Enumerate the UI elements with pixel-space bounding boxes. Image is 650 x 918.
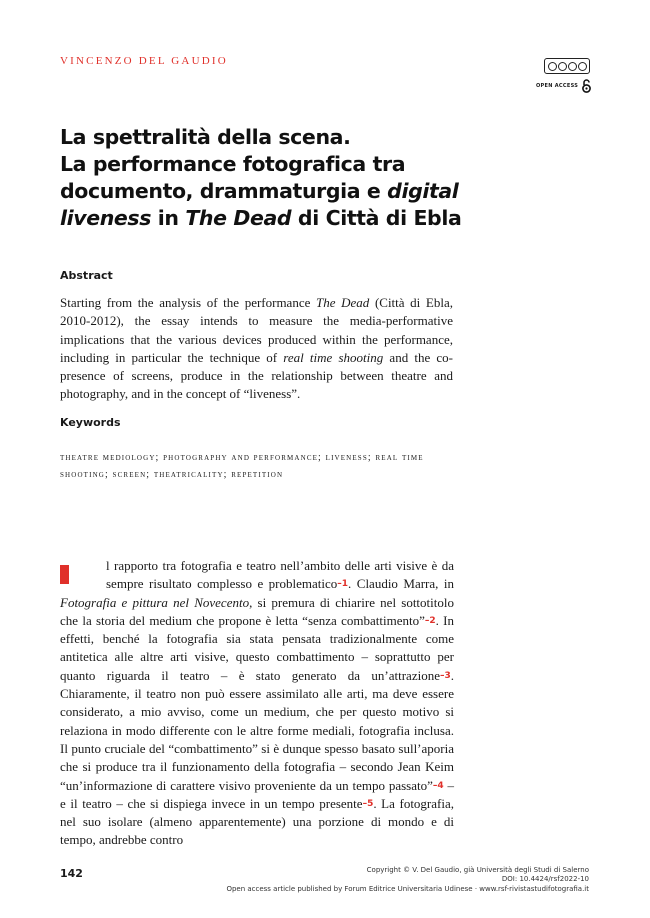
copyright-block xyxy=(226,866,589,894)
abstract-text xyxy=(60,294,453,404)
article-title xyxy=(60,124,480,232)
title-italic: The Dead xyxy=(185,206,292,230)
title-italic: digital xyxy=(387,179,459,203)
body-italic: Fotografia e pittura nel Novecento xyxy=(60,594,250,610)
keywords-list: theatre mediology; photography and performance; liveness; real time shooting; screen; theatricality; repetition xyxy=(60,452,424,480)
title-line: documento, drammaturgia e xyxy=(60,179,388,203)
nd-circle-icon xyxy=(578,62,587,71)
footnote-number: 5 xyxy=(367,798,374,809)
cc-circle-icon xyxy=(548,62,557,71)
cc-license-icon[interactable] xyxy=(544,58,590,74)
footnote-ref[interactable]: –4 xyxy=(432,780,444,791)
title-text: di Città di Ebla xyxy=(291,206,462,230)
open-access-label: OPEN ACCESS xyxy=(536,83,579,89)
abstract-segment: and the co-presence of screens, produce in the relationship between theatre and photography, and in the concept of “liveness”. xyxy=(60,349,454,402)
abstract-italic: real time shooting xyxy=(283,349,384,365)
footnote-ref[interactable]: –5 xyxy=(362,798,374,809)
footnote-number: 3 xyxy=(444,670,451,681)
nc-circle-icon xyxy=(568,62,577,71)
body-segment: l rapporto tra fotografia e teatro nell’ambito delle arti visive è da sempre risultato complesso e problematico xyxy=(106,558,454,592)
body-segment: . In effetti, benché la fotografia sia stata pensata tradizionalmente come antitetica alle altre arti visive, questo combattimento – soprattutto per quanto riguarda il teatro – è stato generato da un’attrazione xyxy=(60,612,454,683)
body-segment: – e il teatro – che si dispiega invece in un tempo presente xyxy=(60,777,454,811)
abstract-segment: (Città di Ebla, 2010-2012), the essay intends to measure the media-performative implications that the various devices produced within the performance, including in particular the technique of xyxy=(60,295,453,365)
title-line: La spettralità della scena. xyxy=(60,125,351,149)
footnote-number: 4 xyxy=(437,780,444,791)
footnote-number: 2 xyxy=(429,615,436,626)
open-access-badge xyxy=(536,79,591,93)
footnote-ref[interactable]: –3 xyxy=(439,670,451,681)
title-italic: liveness xyxy=(60,206,152,230)
keywords-heading: Keywords xyxy=(60,416,121,429)
body-segment: . Claudio Marra, in xyxy=(348,576,454,592)
open-access-lock-icon xyxy=(582,79,591,93)
title-text: in xyxy=(151,206,186,230)
footnote-ref[interactable]: –1 xyxy=(337,579,349,590)
body-paragraph xyxy=(60,557,454,850)
abstract-heading: Abstract xyxy=(60,269,113,282)
abstract-italic: The Dead xyxy=(316,295,370,310)
body-segment: . Chiaramente, il teatro non può essere assimilato alle arti, ma deve essere considerato, a mio avviso, come un medium, che per questo motivo si relaziona in modo differente con le altre forme mediali, fotografia inclusa. Il punto cruciale del “combattimento” si è dunque spesso basato sull’aporia che si produce tra il funzionamento della fotografia – secondo Jean Keim “un’informazione di carattere visivo proveniente da un tempo passato” xyxy=(60,667,454,793)
abstract-segment: Starting from the analysis of the performance xyxy=(60,295,317,310)
author-name: VINCENZO DEL GAUDIO xyxy=(60,55,228,67)
drop-cap-spacer xyxy=(60,557,106,593)
title-line: La performance fotografica tra xyxy=(60,152,406,176)
publisher-line[interactable]: Open access article published by Forum Editrice Universitaria Udinese · www.rsf-rivistastudifotografia.it xyxy=(226,884,589,893)
footnote-number: 1 xyxy=(341,579,349,590)
body-segment: , si premura di chiarire nel sottotitolo che la storia del medium che propone è letta “senza combattimento” xyxy=(60,594,454,628)
page-number: 142 xyxy=(60,867,83,880)
footnote-ref[interactable]: –2 xyxy=(424,615,436,626)
copyright-line: Copyright © V. Del Gaudio, già Università degli Studi di Salerno xyxy=(366,866,589,874)
by-circle-icon xyxy=(558,62,567,71)
body-segment: . La fotografia, nel suo isolare (almeno apparentemente) una porzione di mondo e di tempo, andrebbe contro xyxy=(60,795,454,848)
doi-line[interactable]: DOI: 10.4424/rsf2022-10 xyxy=(501,875,589,884)
